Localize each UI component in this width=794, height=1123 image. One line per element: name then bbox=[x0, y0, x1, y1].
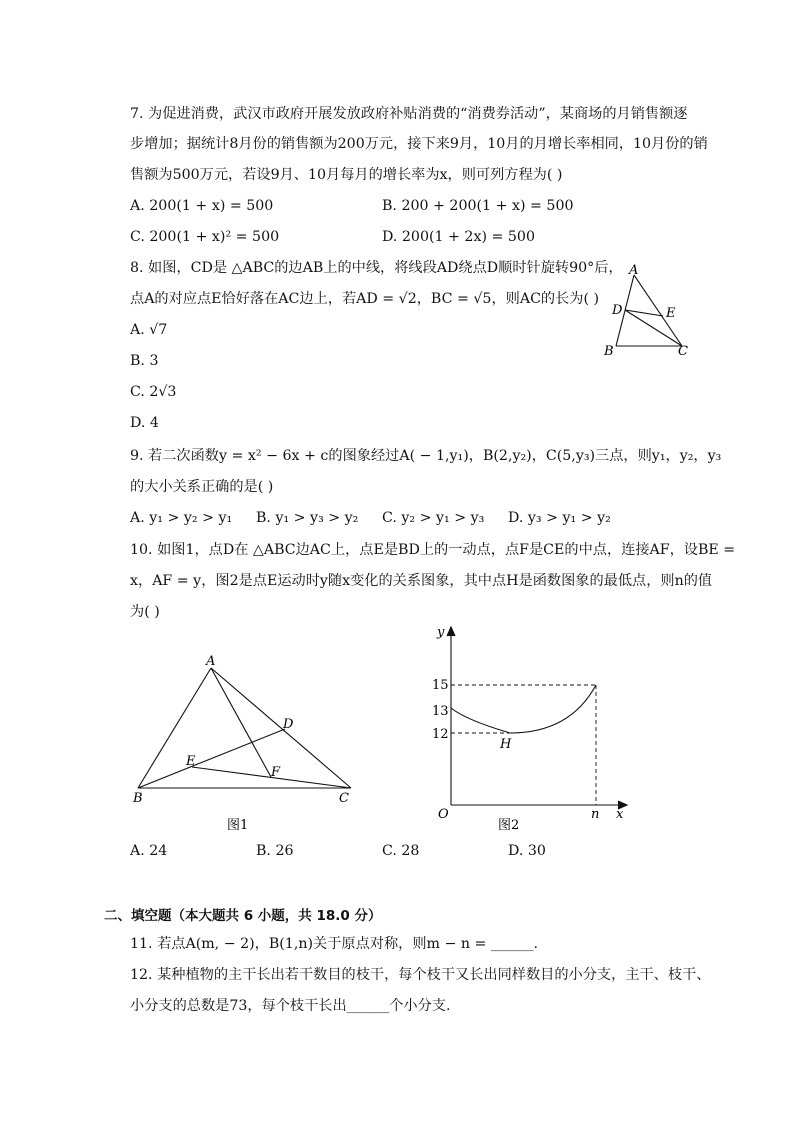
q8-option-a: A. √7 bbox=[130, 322, 168, 338]
fig2-tick-13: 13 bbox=[432, 704, 449, 719]
q7-option-d: D. 200(1 + 2x) = 500 bbox=[382, 229, 535, 245]
fig2-label-h: H bbox=[500, 737, 512, 752]
q8-line2: 点A的对应点E恰好落在AC边上，若AD = √2，BC = √5，则AC的长为( ) bbox=[130, 291, 600, 307]
fig1-label-c: C bbox=[339, 791, 349, 806]
fig2-tick-15: 15 bbox=[432, 678, 449, 693]
q8-label-e: E bbox=[666, 306, 676, 321]
fig1-label-b: B bbox=[133, 791, 143, 806]
fig2-y-axis-arrow bbox=[447, 627, 455, 636]
q7-option-a: A. 200(1 + x) = 500 bbox=[130, 198, 274, 214]
fig1-label-f: F bbox=[271, 765, 281, 780]
q8-option-c: C. 2√3 bbox=[130, 384, 177, 400]
q8-option-d: D. 4 bbox=[130, 415, 159, 431]
q10-option-a: A. 24 bbox=[130, 843, 168, 859]
q8-triangle-figure bbox=[595, 258, 705, 363]
fig2-label-n: n bbox=[591, 807, 600, 822]
q10-option-c: C. 28 bbox=[382, 843, 420, 859]
q10-line2: x，AF = y，图2是点E运动时y随x变化的关系图象，其中点H是函数图象的最低点，则n的值 bbox=[130, 573, 713, 589]
q7-line1: 7. 为促进消费，武汉市政府开展发放政府补贴消费的“消费券活动”，某商场的月销售额逐 bbox=[130, 106, 688, 122]
q10-figure2 bbox=[420, 620, 635, 835]
q7-line2: 步增加；据统计8月份的销售额为200万元，接下来9月，10月的月增长率相同，10月份的销 bbox=[130, 136, 708, 152]
fig1-label-d: D bbox=[283, 717, 294, 732]
fig1-segment-ab bbox=[138, 668, 211, 788]
fig1-segment-ac bbox=[211, 668, 351, 788]
q10-option-d: D. 30 bbox=[508, 843, 546, 859]
q8-label-c: C bbox=[678, 344, 688, 359]
q11-text: 11. 若点A(m, − 2)，B(1,n)关于原点对称，则m − n = ______. bbox=[130, 936, 538, 952]
fig2-label-origin: O bbox=[438, 807, 449, 822]
q10-line3: 为( ) bbox=[130, 604, 160, 620]
section-title-fill-in: 二、填空题（本大题共 6 小题，共 18.0 分） bbox=[104, 908, 382, 924]
q12-line1: 12. 某种植物的主干长出若干数目的枝干，每个枝干又长出同样数目的小分支，主干、枝干、 bbox=[130, 967, 711, 983]
q10-figure1 bbox=[125, 648, 365, 838]
fig1-label-e: E bbox=[186, 754, 196, 769]
q7-option-c: C. 200(1 + x)² = 500 bbox=[130, 229, 280, 245]
q8-label-a: A bbox=[629, 263, 639, 278]
q8-option-b: B. 3 bbox=[130, 353, 159, 369]
q9-option-c: C. y₂ > y₁ > y₃ bbox=[382, 510, 485, 526]
q9-line1: 9. 若二次函数y = x² − 6x + c的图象经过A( − 1,y₁)，B(2,y₂)，C(5,y₃)三点，则y₁，y₂，y₃ bbox=[130, 448, 722, 464]
q8-line1: 8. 如图，CD是 △ABC的边AB上的中线，将线段AD绕点D顺时针旋转90°后， bbox=[130, 260, 623, 276]
fig1-segment-af bbox=[211, 668, 271, 777]
fig2-tick-12: 12 bbox=[432, 727, 449, 742]
fig1-segment-bd bbox=[138, 729, 285, 788]
fig1-label-a: A bbox=[206, 654, 216, 669]
q9-option-a: A. y₁ > y₂ > y₁ bbox=[130, 510, 233, 526]
q12-line2: 小分支的总数是73，每个枝干长出______个小分支. bbox=[130, 998, 451, 1014]
q8-label-b: B bbox=[604, 344, 614, 359]
fig2-label-y: y bbox=[437, 625, 445, 640]
q7-option-b: B. 200 + 200(1 + x) = 500 bbox=[382, 198, 574, 214]
q9-option-b: B. y₁ > y₃ > y₂ bbox=[256, 510, 359, 526]
q7-line3: 售额为500万元，若设9月、10月每月的增长率为x，则可列方程为( ) bbox=[130, 167, 563, 183]
q10-option-b: B. 26 bbox=[256, 843, 294, 859]
fig2-caption: 图2 bbox=[498, 818, 520, 833]
fig1-caption: 图1 bbox=[227, 818, 249, 833]
q10-line1: 10. 如图1，点D在 △ABC边AC上，点E是BD上的一动点，点F是CE的中点，连接AF，设BE = bbox=[130, 542, 736, 558]
q9-option-d: D. y₃ > y₁ > y₂ bbox=[508, 510, 611, 526]
fig2-curve bbox=[451, 685, 596, 733]
q8-label-d: D bbox=[612, 303, 623, 318]
q9-line2: 的大小关系正确的是( ) bbox=[130, 479, 274, 495]
fig2-label-x: x bbox=[616, 807, 624, 822]
